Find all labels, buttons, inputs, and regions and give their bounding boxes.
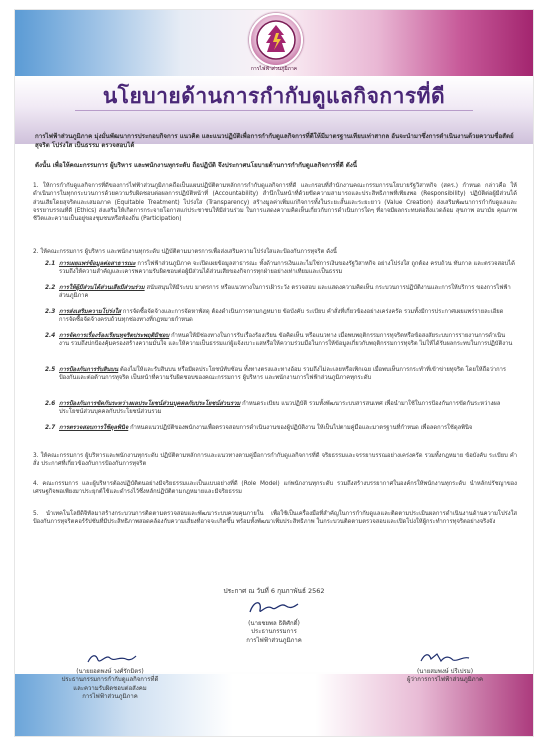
subitem-heading: การป้องกันการรับสินบน — [59, 367, 119, 373]
policy-subitem — [45, 308, 515, 325]
signature-governor — [375, 650, 515, 685]
document-page — [15, 10, 533, 736]
intro-paragraph: การไฟฟ้าส่วนภูมิภาค มุ่งมั่นพัฒนาการประกอบกิจการ แนวคิด และแนวปฏิบัติเพื่อการกำกับดูแลกิจการที่ดีให้มีมาตรฐานเทียบเท่าสากล อันจะนำมาซึ่งการดำเนินงานด้วยความซื่อสัตย์สุจริต โปร่งใส เป็นธรรม ตรวจสอบได้ — [35, 133, 514, 149]
signature-name: (นายยอดพงษ์ วงศ์รักมิตร) — [76, 668, 144, 675]
signature-committee-chair — [35, 650, 185, 702]
subitem-number: 2.4 — [45, 333, 56, 339]
logo-caption: การไฟฟ้าส่วนภูมิภาค — [250, 66, 298, 72]
subitem-heading: การส่งเสริมความโปร่งใส — [59, 309, 122, 315]
policy-item-2-lead: 2. ให้คณะกรรมการ ผู้บริหาร และพนักงานทุกระดับ ปฏิบัติตามมาตรการเพื่อส่งเสริมความโปร่งใสและป้องกันการทุจริต ดังนี้ — [33, 249, 337, 255]
policy-subitem — [45, 332, 515, 349]
subitem-heading: การป้องกันการขัดกันระหว่างผลประโยชน์ส่วนบุคคลกับประโยชน์ส่วนรวม — [59, 401, 241, 407]
policy-subitem — [45, 260, 515, 277]
signature-role: การไฟฟ้าส่วนภูมิภาค — [246, 636, 302, 644]
subitem-number: 2.1 — [45, 261, 56, 267]
pea-logo-icon — [249, 13, 303, 67]
policy-item-1: 1. ให้การกำกับดูแลกิจการที่ดีของการไฟฟ้าส่วนภูมิภาคถือเป็นแผนปฏิบัติตามหลักการกำกับดูแลกิจการที่ดี และกรอบที่สำนักงานคณะกรรมการนโยบายรัฐวิสาหกิจ (สคร.) กำหนด กล่าวคือ ให้ดำเนินการในทุกกระบวนการด้วยความรับผิดชอบต่อผลการปฏิบัติหน้าที่ (Accountability) สำนึกในหน้าที่ด้วยขีดความสามารถและประสิทธิภาพที่เพียงพอ (Responsibility) ปฏิบัติต่อผู้มีส่วนได้ส่วนเสียโดยสุจริตและเสมอภาค (Equitable Treatment) โปร่งใส (Transparency) สร้างมูลค่าเพิ่มแก่กิจการทั้งในระยะสั้นและระยะยาว (Value Creation) ส่งเสริมพัฒนาการกำกับดูแลและจรรยาบรรณที่ดี (Ethics) ส่งเสริมให้เกิดการกระจายโอกาสแก่ประชาชนให้มีส่วนร่วม ในการแสดงความคิดเห็นเกี่ยวกับการดำเนินการใดๆ ที่อาจมีผลกระทบต่อสิ่งแวดล้อม สุขภาพ อนามัย คุณภาพชีวิตและความเป็นอยู่ของชุมชนหรือท้องถิ่น (Participation) — [33, 183, 517, 223]
handwritten-signature-icon — [415, 650, 475, 666]
policy-item-4: 4. คณะกรรมการ และผู้บริหารต้องปฏิบัติตนอย่างมีจริยธรรมและเป็นแบบอย่างที่ดี (Role Model) แก่พนักงานทุกระดับ รวมถึงสร้างบรรยากาศในองค์กรให้พนักงานทุกระดับ นำหลักปรัชญาของเศรษฐกิจพอเพียงมาประยุกต์ใช้และดำรงไว้ซึ่งหลักปฏิบัติตามกฎหมายและมีจริยธรรม — [33, 481, 517, 496]
subitem-heading: การให้ผู้มีส่วนได้ส่วนเสียมีส่วนร่วม — [59, 285, 145, 291]
signature-role: ประธานกรรมการกำกับดูแลกิจการที่ดี — [61, 676, 159, 684]
signature-name: (นายชยพล ธิติศักดิ์) — [248, 620, 300, 627]
subitem-number: 2.6 — [45, 401, 56, 407]
signature-name: (นายสมพงษ์ ปรีเปรม) — [416, 668, 474, 675]
subitem-text: ต้องไม่ให้และรับสินบน หรือมีผลประโยชน์ทับซ้อน ทั้งทางตรงและทางอ้อม รวมถึงไม่ละเลยหรือเพิกเฉย เมื่อพบเห็นการกระทำที่เข้าข่ายทุจริต โดยให้ถือว่าการป้องกันและต่อต้านการทุจริต เป็นหน้าที่ความรับผิดชอบของคณะกรรมการ ผู้บริหาร และพนักงานการไฟฟ้าส่วนภูมิภาคทุกระดับ — [59, 367, 506, 382]
subitem-number: 2.5 — [45, 367, 56, 373]
subitem-text: การจัดซื้อจัดจ้างและการจัดหาพัสดุ ต้องดำเนินการตามกฎหมาย ข้อบังคับ ระเบียบ คำสั่งที่เกี่ยวข้องอย่างเคร่งครัด รวมทั้งมีการประกาศเผยแพร่รายละเอียด การจัดซื้อจัดจ้างครบถ้วนทุกช่องทางที่กฎหมายกำหนด — [59, 309, 504, 324]
handwritten-signature-icon — [244, 598, 304, 618]
subitem-heading: การตรวจสอบการใช้ดุลพินิจ — [59, 425, 129, 431]
subitem-heading: การเผยแพร่ข้อมูลต่อสาธารณะ — [59, 261, 136, 267]
signature-role: ผู้ว่าการการไฟฟ้าส่วนภูมิภาค — [407, 676, 483, 684]
policy-subitem — [45, 424, 515, 432]
subitem-text: กำหนดระเบียบ แนวปฏิบัติ รวมทั้งพัฒนาระบบสารสนเทศ เพื่อนำมาใช้ในการป้องกันการขัดกันระหว่างผลประโยชน์ส่วนบุคคลกับประโยชน์ส่วนรวม — [59, 401, 501, 416]
policy-item-3: 3. ให้คณะกรรมการ ผู้บริหารและพนักงานทุกระดับ ปฏิบัติตามหลักการและแนวทางตามคู่มือการกำกับดูแลกิจการที่ดี จริยธรรมและจรรยาบรรณอย่างเคร่งครัด รวมทั้งกฎหมาย ข้อบังคับ ระเบียบ คำสั่ง ประกาศที่เกี่ยวข้องกับการป้องกันการทุจริต — [33, 453, 517, 468]
policy-item-5: 5. นำเทคโนโลยีดิจิทัลมาสร้างกระบวนการติดตามตรวจสอบและพัฒนาระบบควบคุมภายใน เพื่อใช้เป็นเครื่องมือที่สำคัญในการกำกับดูแลและติดตามประเมินผลการดำเนินงานด้านความโปร่งใส ป้องกันการทุจริตคอร์รัปชันที่มีประสิทธิภาพสอดคล้องกับความเสี่ยงที่อาจจะเกิดขึ้น พร้อมทั้งพัฒนาเพิ่มประสิทธิภาพ ในกระบวนติดตามตรวจสอบและเปิดโปงให้ผู้กระทำการทุจริตอย่างจริงจัง — [33, 511, 517, 526]
signature-chairman — [204, 598, 344, 645]
subitem-text: สนับสนุนให้มีระบบ มาตรการ หรือแนวทางในการเฝ้าระวัง ตรวจสอบ และแสดงความคิดเห็น กระบวนการปฏิบัติงานและการให้บริการ ของการไฟฟ้าส่วนภูมิภาค — [59, 285, 511, 300]
policy-subitem — [45, 366, 515, 383]
signature-role: และความรับผิดชอบต่อสังคม — [73, 684, 147, 692]
subitem-number: 2.7 — [45, 425, 56, 431]
subitem-text: กำหนดให้มีช่องทางในการรับเรื่องร้องเรียน ข้อคิดเห็น หรือแนวทาง เมื่อพบพฤติกรรมการทุจริตหรือข้อสงสัยระบบการรายงานการดำเนินงาน รวมถึงปกป้องคุ้มครองสร้างความมั่นใจ และให้ความเป็นธรรมแก่ผู้แจ้งเบาะแสหรือให้ความร่วมมือในการให้ข้อมูลเกี่ยวกับพฤติกรรมการทุจริต ไม่ให้ได้รับผลกระทบในการปฏิบัติงาน — [59, 333, 513, 348]
page-title: นโยบายด้านการกำกับดูแลกิจการที่ดี — [102, 84, 446, 108]
signature-role: การไฟฟ้าส่วนภูมิภาค — [82, 693, 138, 701]
subitem-heading: การจัดการเรื่องร้องเรียนทุจริตประพฤติมิชอบ — [59, 333, 170, 339]
intro-paragraph-2: ดังนั้น เพื่อให้คณะกรรมการ ผู้บริหาร และพนักงานทุกระดับ ถือปฏิบัติ จึงประกาศนโยบายด้านการกำกับดูแลกิจการที่ดี ดังนี้ — [35, 162, 358, 169]
announcement-date: ประกาศ ณ วันที่ 6 กุมภาพันธ์ 2562 — [223, 587, 325, 595]
handwritten-signature-icon — [80, 650, 140, 666]
signature-role: ประธานกรรมการ — [251, 628, 297, 636]
title-divider — [75, 110, 473, 111]
subitem-text: การไฟฟ้าส่วนภูมิภาค จะเปิดเผยข้อมูลสาธารณะ ทั้งด้านการเงินและไม่ใช่การเงินของรัฐวิสาหกิจ อย่างโปร่งใส ถูกต้อง ครบถ้วน ทันกาล และตรวจสอบได้ รวมถึงให้ความสำคัญและเคารพความรับผิดชอบต่อผู้มีส่วนได้ส่วนเสียของกิจการทุกฝ่ายอย่างเท่าเทียมและเป็นธรรม — [59, 261, 515, 276]
subitem-text: กำหนดแนวปฏิบัติของพนักงานเพื่อตรวจสอบการดำเนินงานของผู้ปฏิบัติงาน ให้เป็นไปตามคู่มือและมาตรฐานที่กำหนด เพื่อลดการใช้ดุลพินิจ — [128, 425, 473, 431]
policy-subitem — [45, 284, 515, 301]
subitem-number: 2.3 — [45, 309, 56, 315]
subitem-number: 2.2 — [45, 285, 56, 291]
policy-subitem — [45, 400, 515, 417]
